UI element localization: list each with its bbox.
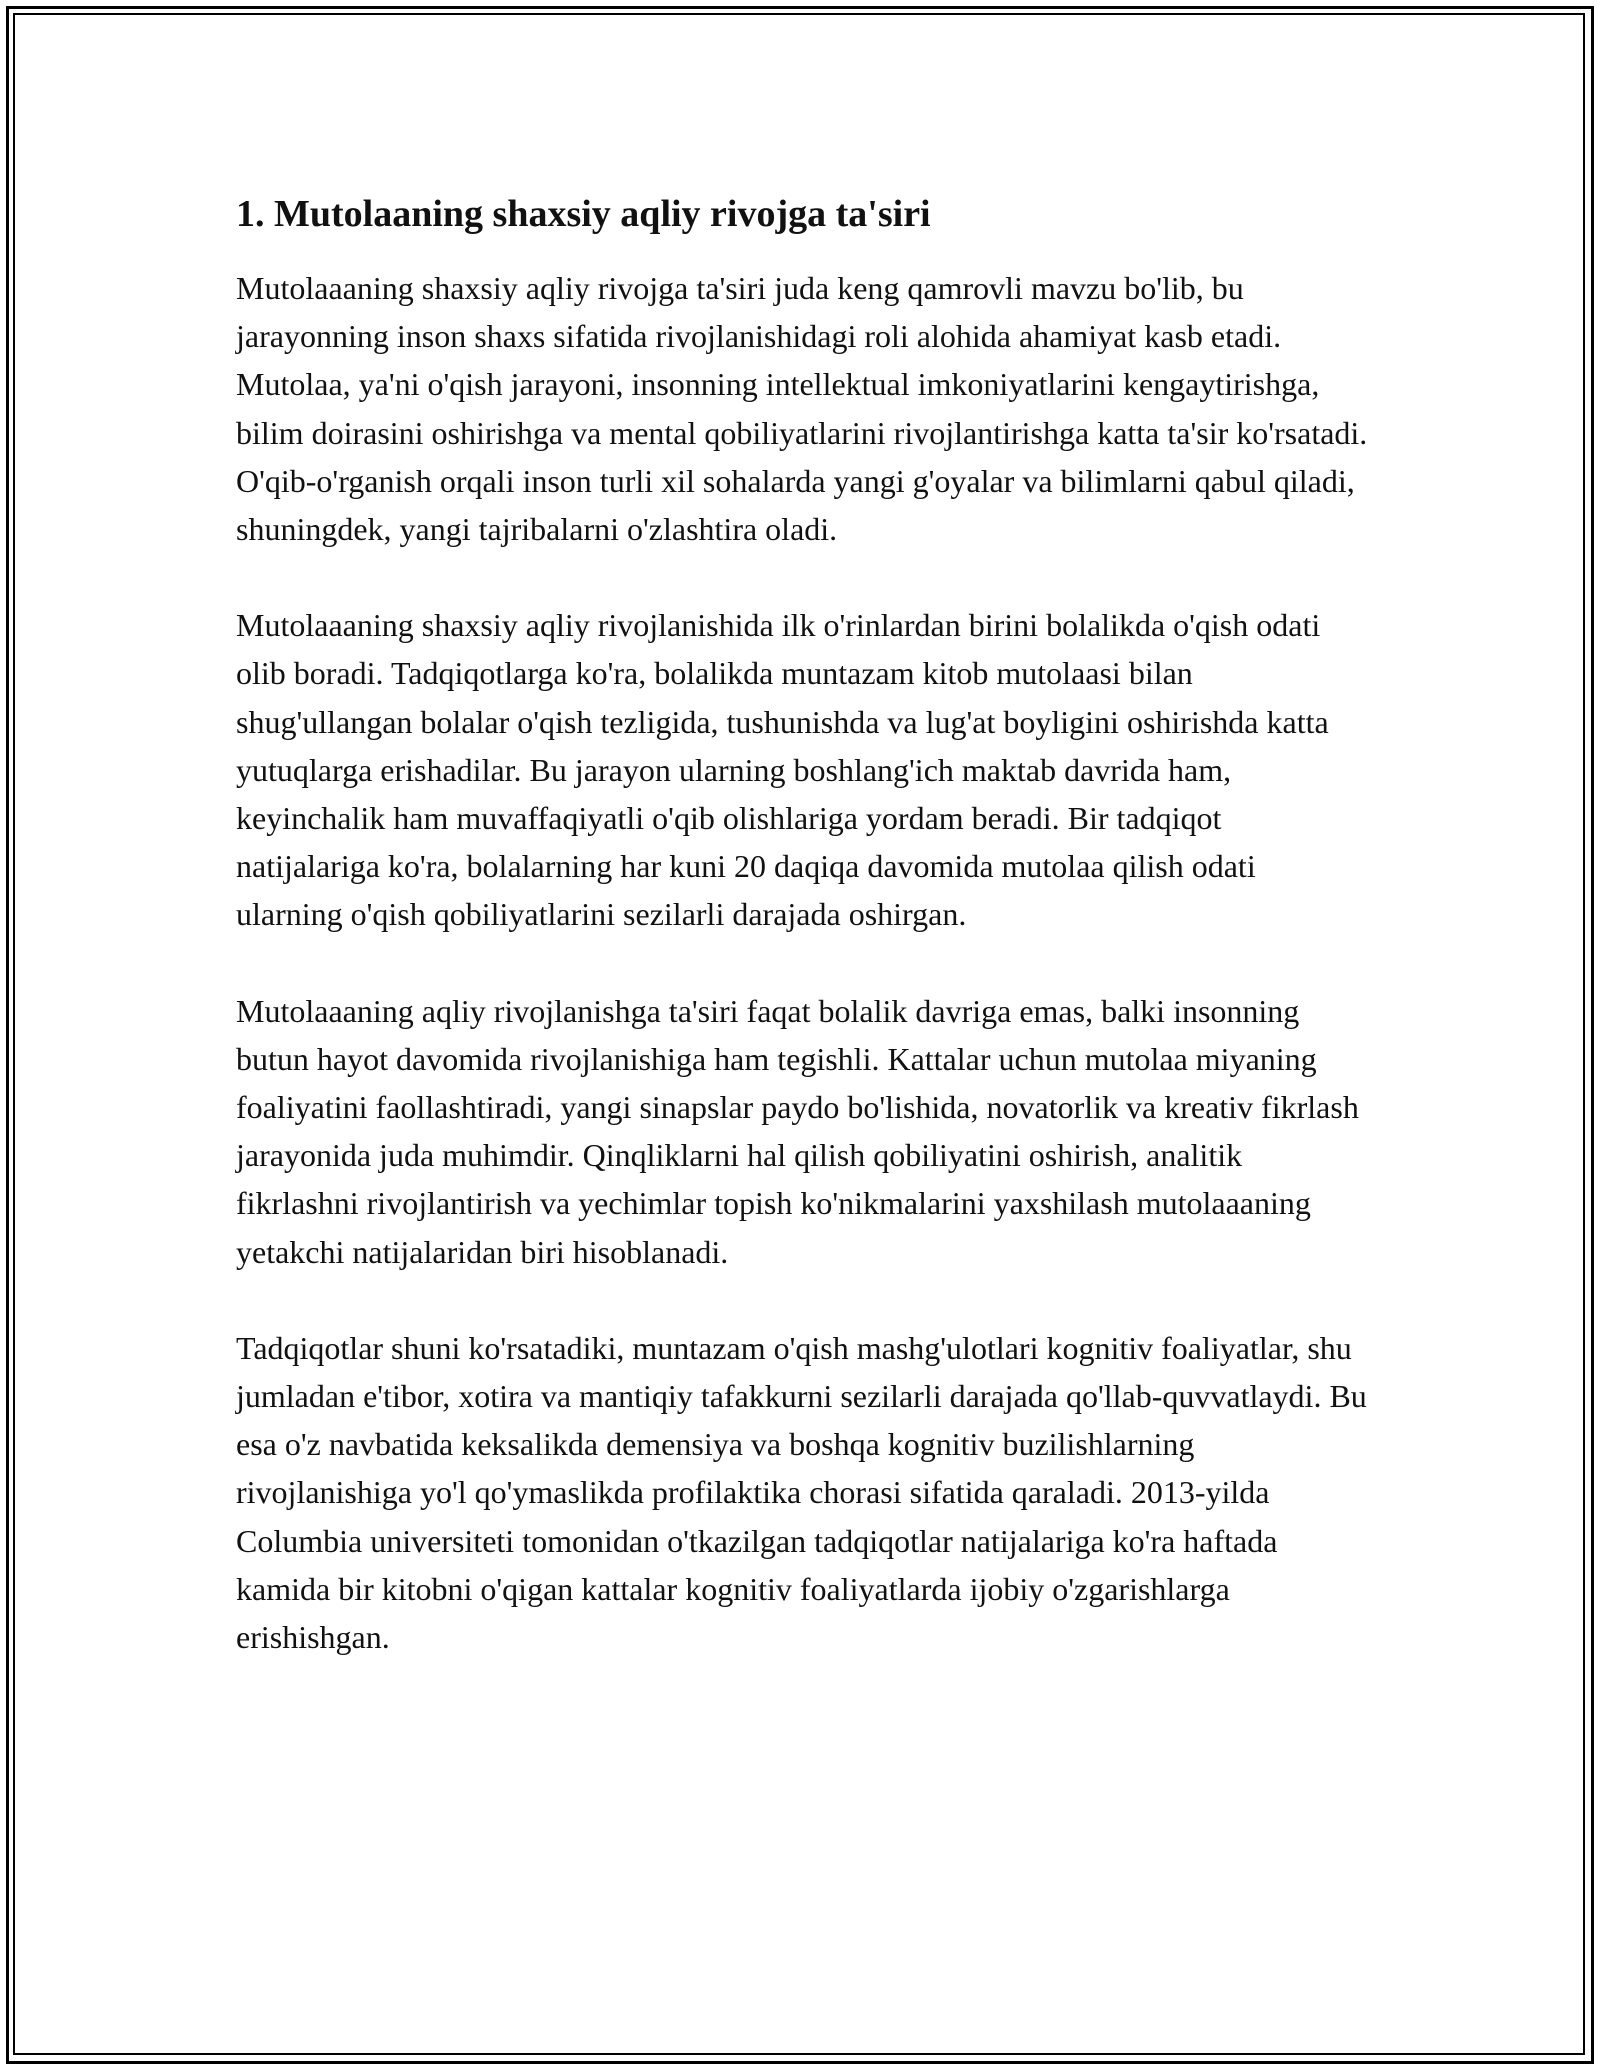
- paragraph-1: Mutolaaaning shaxsiy aqliy rivojga ta'siri juda keng qamrovli mavzu bo'lib, bu jarayonning inson shaxs sifatida rivojlanishidagi roli alohida ahamiyat kasb etadi. Mutolaa, ya'ni o'qish jarayoni, insonning intellektual imkoniyatlarini kengaytirishga, bilim doirasini oshirishga va mental qobiliyatlarini rivojlantirishga katta ta'sir ko'rsatadi. O'qib-o'rganish orqali inson turli xil sohalarda yangi g'oyalar va bilimlarni qabul qiladi, shuningdek, yangi tajribalarni o'zlashtira oladi.: [236, 270, 1368, 548]
- document-body: [236, 186, 1368, 1709]
- paragraph-4: Tadqiqotlar shuni ko'rsatadiki, muntazam o'qish mashg'ulotlari kognitiv foaliyatlar, shu jumladan e'tibor, xotira va mantiqiy tafakkurni sezilarli darajada qo'llab-quvvatlaydi. Bu esa o'z navbatida keksalikda demensiya va boshqa kognitiv buzilishlarning rivojlanishiga yo'l qo'ymaslikda profilaktika chorasi sifatida qaraladi. 2013-yilda Columbia universiteti tomonidan o'tkazilgan tadqiqotlar natijalariga ko'ra haftada kamida bir kitobni o'qigan kattalar kognitiv foaliyatlarda ijobiy o'zgarishlarga erishishgan.: [236, 1329, 1367, 1656]
- section-heading: 1. Mutolaaning shaxsiy aqliy rivojga ta'siri: [236, 193, 931, 235]
- paragraph-3: Mutolaaaning aqliy rivojlanishga ta'siri faqat bolalik davriga emas, balki insonning butun hayot davomida rivojlanishiga ham tegishli. Kattalar uchun mutolaa miyaning foaliyatini faollashtiradi, yangi sinapslar paydo bo'lishida, novatorlik va kreativ fikrlash jarayonida juda muhimdir. Qinqliklarni hal qilish qobiliyatini oshirish, analitik fikrlashni rivojlantirish va yechimlar topish ko'nikmalarini yaxshilash mutolaaaning yetakchi natijalaridan biri hisoblanadi.: [236, 992, 1359, 1270]
- paragraph-2: Mutolaaaning shaxsiy aqliy rivojlanishida ilk o'rinlardan birini bolalikda o'qish odati olib boradi. Tadqiqotlarga ko'ra, bolalikda muntazam kitob mutolaasi bilan shug'ullangan bolalar o'qish tezligida, tushunishda va lug'at boyligini oshirishda katta yutuqlarga erishadilar. Bu jarayon ularning boshlang'ich maktab davrida ham, keyinchalik ham muvaffaqiyatli o'qib olishlariga yordam beradi. Bir tadqiqot natijalariga ko'ra, bolalarning har kuni 20 daqiqa davomida mutolaa qilish odati ularning o'qish qobiliyatlarini sezilarli darajada oshirgan.: [236, 607, 1329, 933]
